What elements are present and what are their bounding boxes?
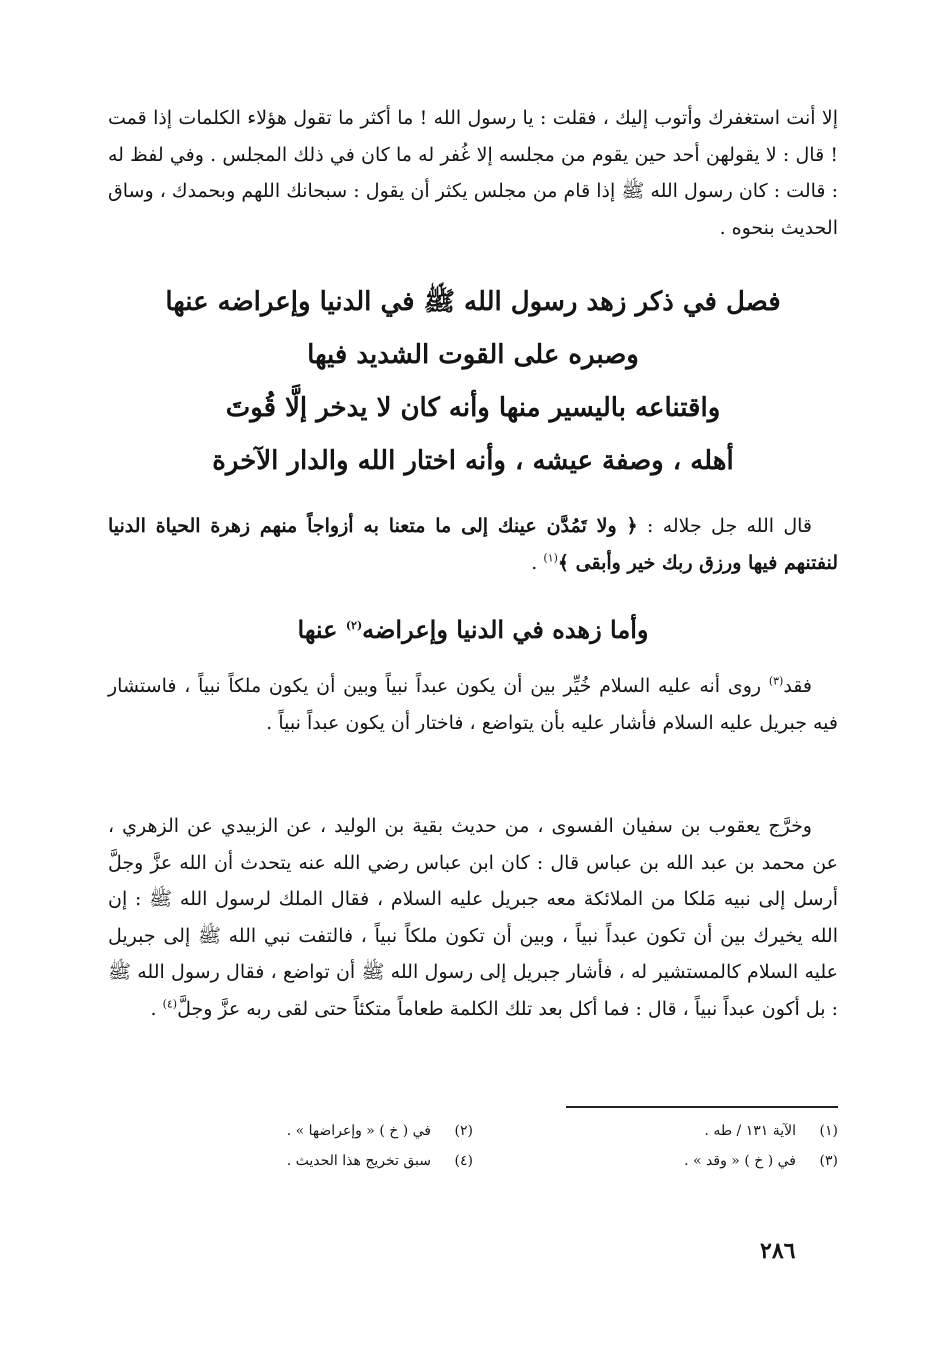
chapter-heading <box>108 276 838 488</box>
quran-verse: ﴿ ولا تَمُدَّن عينك إلى ما متعنا به أزواجاً منهم زهرة الحياة الدنيا لنفتنهم فيها ورزق ربك خير وأبقى ﴾ <box>108 515 838 574</box>
footnote-4 <box>108 1146 473 1176</box>
footnote-row <box>108 1116 838 1146</box>
verse-intro: قال الله جل جلاله : <box>637 515 813 537</box>
footnote-ref-1: (١) <box>543 551 558 565</box>
khareja-paragraph-block <box>108 808 838 1027</box>
chapter-heading-line-1: فصل في ذكر زهد رسول الله ﷺ في الدنيا وإعراضه عنها <box>165 287 781 317</box>
khareja-text: وخرَّج يعقوب بن سفيان الفسوى ، من حديث بقية بن الوليد ، عن الزبيدي عن الزهري ، عن محمد بن عبد الله بن عباس قال : كان ابن عباس رضي الله عنه يتحدث أن الله عزَّ وجلَّ أرسل إلى نبيه مَلكا من الملائكة معه جبريل عليه السلام ، فقال الملك لرسول الله ﷺ : إن الله يخيرك بين أن تكون عبداً نبياً ، وبين أن تكون ملكاً نبياً ، فالتفت نبي الله ﷺ إلى جبريل عليه السلام كالمستشير له ، فأشار جبريل إلى رسول الله ﷺ أن تواضع ، فقال رسول الله ﷺ : بل أكون عبداً نبياً ، قال : فما أكل بعد تلك الكلمة طعاماً متكئاً حتى لقى ربه عزَّ وجلَّ <box>108 815 838 1020</box>
footnote-divider <box>566 1106 838 1108</box>
footnote-number: (٤) <box>454 1153 473 1169</box>
footnote-2 <box>108 1116 473 1146</box>
faqad-paragraph <box>108 668 838 741</box>
chapter-heading-line-4: أهله ، وصفة عيشه ، وأنه اختار الله والدار الآخرة <box>212 446 734 476</box>
footnote-ref-2: (٢) <box>345 619 363 632</box>
footnote-text: سبق تخريج هذا الحديث . <box>286 1153 431 1169</box>
footnote-text: في ( خ ) « وقد » . <box>684 1153 796 1169</box>
faqad-paragraph-block <box>108 668 838 741</box>
section-heading <box>108 610 838 650</box>
footnote-number: (٣) <box>819 1153 838 1169</box>
faqad-word: فقد <box>783 675 812 697</box>
footnotes <box>108 1116 838 1176</box>
chapter-heading-line-2: وصبره على القوت الشديد فيها <box>307 340 639 370</box>
intro-paragraph-block <box>108 100 838 246</box>
section-heading-text: وأما زهده في الدنيا وإعراضه <box>362 615 649 644</box>
footnote-text: الآية ١٣١ / طه . <box>704 1123 796 1139</box>
footnote-3 <box>473 1146 838 1176</box>
section-heading-end: عنها <box>297 615 346 644</box>
verse-end: . <box>531 551 544 574</box>
footnote-ref-4: (٤) <box>162 997 178 1011</box>
footnote-row <box>108 1146 838 1176</box>
verse-paragraph-block <box>108 508 838 581</box>
footnote-text: في ( خ ) « وإعراضها » . <box>286 1123 431 1139</box>
faqad-text: روى أنه عليه السلام خُيِّر بين أن يكون عبداً نبياً وبين أن يكون ملكاً نبياً ، فاستشار فيه جبريل عليه السلام فأشار عليه بأن يتواضع ، فاختار أن يكون عبداً نبياً . <box>108 675 838 734</box>
verse-paragraph <box>108 508 838 581</box>
footnote-number: (٢) <box>454 1123 473 1139</box>
footnote-ref-3: (٣) <box>768 674 784 688</box>
chapter-heading-line-3: واقتناعه باليسير منها وأنه كان لا يدخر إلَّا قُوتَ <box>225 393 721 423</box>
intro-paragraph: إلا أنت استغفرك وأتوب إليك ، فقلت : يا رسول الله ! ما أكثر ما تقول هؤلاء الكلمات إذا قمت ! قال : لا يقولهن أحد حين يقوم من مجلسه إلا غُفر له ما كان في ذلك المجلس . وفي لفظ له : قالت : كان رسول الله ﷺ إذا قام من مجلس يكثر أن يقول : سبحانك اللهم وبحمدك ، وساق الحديث بنحوه . <box>108 107 838 239</box>
page-number: ٢٨٦ <box>760 1238 796 1264</box>
khareja-paragraph <box>108 808 838 1027</box>
footnote-1 <box>473 1116 838 1146</box>
khareja-end: . <box>150 997 163 1020</box>
footnote-number: (١) <box>819 1123 838 1139</box>
